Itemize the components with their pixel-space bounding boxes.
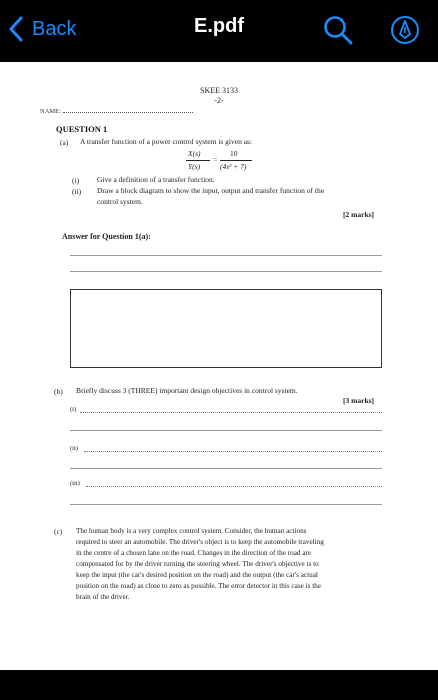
part-c-label: (c) <box>54 527 63 536</box>
answer-line <box>70 271 382 272</box>
part-a-ii-label: (ii) <box>72 187 82 196</box>
part-a-ii-text-cont: control system. <box>97 197 143 206</box>
part-b-i-label: (i) <box>70 406 77 413</box>
tf-equals: = <box>213 155 218 164</box>
page-number: -2- <box>214 96 224 105</box>
answer-line <box>70 255 382 256</box>
part-b-label: (b) <box>54 387 63 396</box>
tf-fraction-bar <box>186 160 210 161</box>
name-label: NAME: <box>40 108 61 115</box>
answer-dotted-line[interactable] <box>86 486 382 487</box>
answer-dotted-line[interactable] <box>84 451 382 452</box>
tf-rhs-fraction-bar <box>220 160 252 161</box>
answer-line <box>70 504 382 505</box>
answer-1a-heading: Answer for Question 1(a): <box>62 232 151 241</box>
name-field <box>40 108 193 115</box>
part-b-text: Briefly discuss 3 (THREE) important design objectives in control system. <box>76 386 298 395</box>
course-code: SKEE 3133 <box>200 86 238 95</box>
part-c-line-6: position on the road) as close to zero as possible. The error detector in this case is the <box>76 582 321 590</box>
part-b-iii-label: (iii) <box>70 480 80 487</box>
part-a-text: A transfer function of a power control system is given as: <box>80 137 253 146</box>
answer-dotted-line[interactable] <box>80 412 382 413</box>
pdf-page[interactable] <box>0 62 438 670</box>
search-icon[interactable] <box>322 14 354 46</box>
tf-denominator: Y(s) <box>188 162 201 171</box>
tf-numerator: X(s) <box>188 149 201 158</box>
part-a-label: (a) <box>60 138 69 147</box>
markup-pen-icon[interactable] <box>390 15 420 45</box>
document-title: E.pdf <box>194 15 244 37</box>
tf-rhs-numerator: 10 <box>230 149 238 158</box>
name-dotted-line <box>63 108 193 113</box>
bottom-bar <box>0 670 438 700</box>
part-c-line-3: in the centre of a chosen lane on the road. Changes in the direction of the road are <box>76 549 312 557</box>
part-b-ii-label: (ii) <box>70 445 78 452</box>
answer-box[interactable] <box>70 289 382 368</box>
part-c-line-7: brain of the driver. <box>76 593 130 601</box>
part-c-line-5: keep the input (the car's desired position on the road) and the output (the car's actual <box>76 571 318 579</box>
part-c-line-4: compensated for by the driver turning the steering wheel. The driver's objective is to <box>76 560 319 568</box>
part-c-line-2: required to steer an automobile. The driver's object is to keep the automobile traveling <box>76 538 324 546</box>
part-a-ii-text: Draw a block diagram to show the input, output and transfer function of the <box>97 186 325 195</box>
back-button-label: Back <box>32 17 77 40</box>
question-heading: QUESTION 1 <box>56 124 108 134</box>
answer-line <box>70 468 382 469</box>
part-b-marks: [3 marks] <box>343 396 375 405</box>
tf-rhs-denominator: (4s² + 7) <box>220 162 247 171</box>
answer-line <box>70 430 382 431</box>
top-navigation-bar <box>0 0 438 60</box>
part-a-i-label: (i) <box>72 176 80 185</box>
part-a-marks: [2 marks] <box>343 210 375 219</box>
part-a-i-text: Give a definition of a transfer function. <box>97 175 215 184</box>
part-c-line-1: The human body is a very complex control system. Consider, the human actions <box>76 527 307 535</box>
